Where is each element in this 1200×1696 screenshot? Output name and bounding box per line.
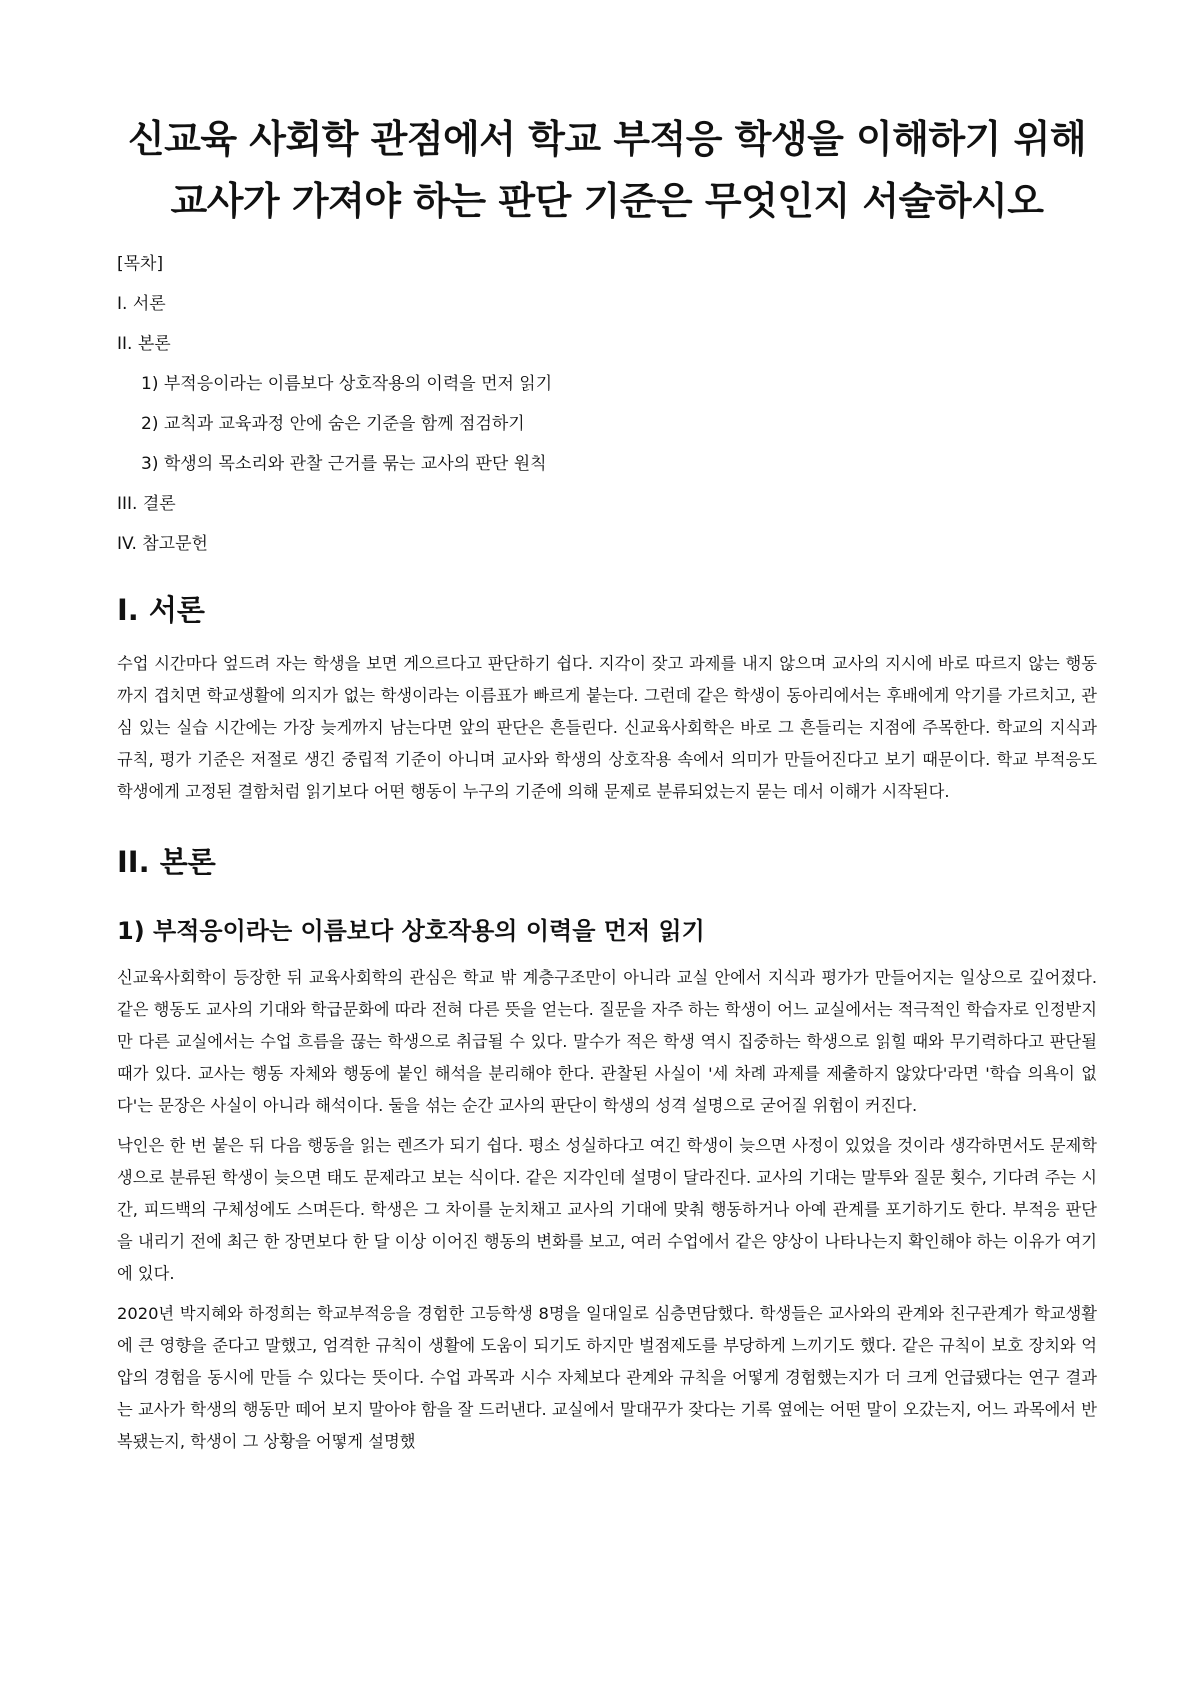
table-of-contents (117, 252, 1097, 556)
toc-item-intro: I. 서론 (117, 294, 166, 314)
toc-item-references: IV. 참고문헌 (117, 534, 208, 554)
toc-heading: [목차] (117, 254, 164, 274)
toc-item-conclusion: III. 결론 (117, 494, 176, 514)
toc-item-body-2: 2) 교칙과 교육과정 안에 숨은 기준을 함께 점검하기 (141, 414, 525, 434)
toc-item-body-3: 3) 학생의 목소리와 관찰 근거를 묶는 교사의 판단 원칙 (141, 454, 547, 474)
document-title: 신교육 사회학 관점에서 학교 부적응 학생을 이해하기 위해 교사가 가져야 하는 판단 기준은 무엇인지 서술하시오 (127, 117, 1087, 223)
subsection-heading-1: 1) 부적응이라는 이름보다 상호작용의 이력을 먼저 읽기 (117, 917, 705, 945)
section-heading-intro: I. 서론 (117, 593, 205, 627)
toc-item-body: II. 본론 (117, 334, 171, 354)
body-paragraph: 2020년 박지혜와 하정희는 학교부적응을 경험한 고등학생 8명을 일대일로 심층면담했다. 학생들은 교사와의 관계와 친구관계가 학교생활에 큰 영향을 준다고 말했고, 엄격한 규칙이 생활에 도움이 되기도 하지만 벌점제도를 부당하게 느끼기도 했다. 같은 규칙이 보호 장치와 억압의 경험을 동시에 만들 수 있다는 뜻이다. 수업 과목과 시수 자체보다 관계와 규칙을 어떻게 경험했는지가 더 크게 언급됐다는 연구 결과는 교사가 학생의 행동만 떼어 보지 말아야 함을 잘 드러낸다. 교실에서 말대꾸가 잦다는 기록 옆에는 어떤 말이 오갔는지, 어느 과목에서 반복됐는지, 학생이 그 상황을 어떻게 설명했 (117, 1304, 1097, 1451)
body-paragraph: 낙인은 한 번 붙은 뒤 다음 행동을 읽는 렌즈가 되기 쉽다. 평소 성실하다고 여긴 학생이 늦으면 사정이 있었을 것이라 생각하면서도 문제학생으로 분류된 학생이 늦으면 태도 문제라고 보는 식이다. 같은 지각인데 설명이 달라진다. 교사의 기대는 말투와 질문 횟수, 기다려 주는 시간, 피드백의 구체성에도 스며든다. 학생은 그 차이를 눈치채고 교사의 기대에 맞춰 행동하거나 아예 관계를 포기하기도 한다. 부적응 판단을 내리기 전에 최근 한 장면보다 한 달 이상 이어진 행동의 변화를 보고, 여러 수업에서 같은 양상이 나타나는지 확인해야 하는 이유가 여기에 있다. (117, 1136, 1097, 1283)
body-paragraph: 신교육사회학이 등장한 뒤 교육사회학의 관심은 학교 밖 계층구조만이 아니라 교실 안에서 지식과 평가가 만들어지는 일상으로 깊어졌다. 같은 행동도 교사의 기대와 학급문화에 따라 전혀 다른 뜻을 얻는다. 질문을 자주 하는 학생이 어느 교실에서는 적극적인 학습자로 인정받지만 다른 교실에서는 수업 흐름을 끊는 학생으로 취급될 수 있다. 말수가 적은 학생 역시 집중하는 학생으로 읽힐 때와 무기력하다고 판단될 때가 있다. 교사는 행동 자체와 행동에 붙인 해석을 분리해야 한다. 관찰된 사실이 '세 차례 과제를 제출하지 않았다'라면 '학습 의욕이 없다'는 문장은 사실이 아니라 해석이다. 둘을 섞는 순간 교사의 판단이 학생의 성격 설명으로 굳어질 위험이 커진다. (117, 968, 1097, 1115)
toc-list (117, 292, 1097, 556)
intro-paragraph: 수업 시간마다 엎드려 자는 학생을 보면 게으르다고 판단하기 쉽다. 지각이 잦고 과제를 내지 않으며 교사의 지시에 바로 따르지 않는 행동까지 겹치면 학교생활에 의지가 없는 학생이라는 이름표가 빠르게 붙는다. 그런데 같은 학생이 동아리에서는 후배에게 악기를 가르치고, 관심 있는 실습 시간에는 가장 늦게까지 남는다면 앞의 판단은 흔들린다. 신교육사회학은 바로 그 흔들리는 지점에 주목한다. 학교의 지식과 규칙, 평가 기준은 저절로 생긴 중립적 기준이 아니며 교사와 학생의 상호작용 속에서 의미가 만들어진다고 보기 때문이다. 학교 부적응도 학생에게 고정된 결함처럼 읽기보다 어떤 행동이 누구의 기준에 의해 문제로 분류되었는지 묻는 데서 이해가 시작된다. (117, 654, 1097, 801)
toc-item-body-1: 1) 부적응이라는 이름보다 상호작용의 이력을 먼저 읽기 (141, 374, 553, 394)
section-heading-body: II. 본론 (117, 845, 216, 879)
